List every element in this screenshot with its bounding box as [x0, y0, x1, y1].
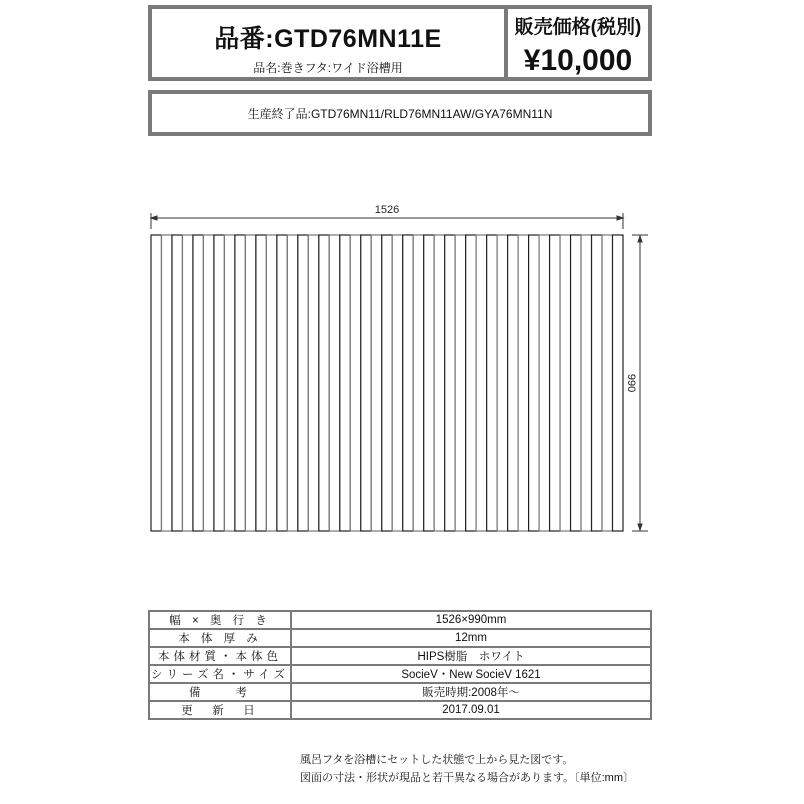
- slat: [487, 235, 497, 531]
- slat: [319, 235, 329, 531]
- spec-key: 更 新 日: [149, 701, 291, 719]
- slat: [182, 235, 192, 531]
- slat: [266, 235, 276, 531]
- slat: [571, 235, 581, 531]
- slat: [214, 235, 224, 531]
- slat: [245, 235, 255, 531]
- arrow-top: [638, 236, 642, 242]
- slat: [592, 235, 602, 531]
- spec-value: 12mm: [291, 629, 651, 647]
- spec-key: 幅 × 奥 行 き: [149, 611, 291, 629]
- spec-row: [149, 665, 651, 683]
- spec-value: 販売時期:2008年～: [291, 683, 651, 701]
- note-line-2: 図面の寸法・形状が現品と若干異なる場合があります。〔単位:mm〕: [300, 772, 635, 784]
- slat: [287, 235, 297, 531]
- slat: [560, 235, 570, 531]
- discontinued-box: [148, 90, 652, 136]
- product-name: 品名:巻きフタ:ワイド浴槽用: [253, 61, 403, 75]
- slat: [497, 235, 507, 531]
- price: ¥10,000: [523, 44, 633, 77]
- slat: [151, 235, 161, 531]
- slat: [466, 235, 476, 531]
- slat: [455, 235, 465, 531]
- spec-value: SocieV・New SocieV 1621: [291, 665, 651, 683]
- spec-value: 1526×990mm: [291, 611, 651, 629]
- spec-key: 本 体 厚 み: [149, 629, 291, 647]
- slat: [476, 235, 486, 531]
- price-label: 販売価格(税別): [514, 17, 642, 38]
- slat: [508, 235, 518, 531]
- spec-row: [149, 683, 651, 701]
- spec-row: [149, 701, 651, 719]
- slat: [403, 235, 413, 531]
- depth-label: 990: [625, 373, 637, 393]
- spec-table: [148, 610, 652, 720]
- slat: [308, 235, 318, 531]
- spec-key: 備 考: [149, 683, 291, 701]
- spec-row: [149, 611, 651, 629]
- lid-slats: [151, 235, 623, 531]
- slat: [382, 235, 392, 531]
- discontinued-text: 生産終了品:GTD76MN11/RLD76MN11AW/GYA76MN11N: [247, 106, 553, 121]
- slat: [329, 235, 339, 531]
- slat: [340, 235, 350, 531]
- slat: [602, 235, 612, 531]
- slat: [413, 235, 423, 531]
- slat: [581, 235, 591, 531]
- arrow-bottom: [638, 524, 642, 530]
- product-header: [148, 5, 652, 81]
- slat: [224, 235, 234, 531]
- slat: [445, 235, 455, 531]
- part-number: 品番:GTD76MN11E: [214, 25, 442, 53]
- slat: [161, 235, 171, 531]
- slat: [424, 235, 434, 531]
- product-info: [152, 9, 508, 77]
- spec-key: 本体材質・本体色: [149, 647, 291, 665]
- slat: [193, 235, 203, 531]
- slat: [298, 235, 308, 531]
- slat: [434, 235, 444, 531]
- spec-value: 2017.09.01: [291, 701, 651, 719]
- slat: [529, 235, 539, 531]
- arrow-left: [151, 216, 157, 220]
- spec-key: シリーズ名・サイズ: [149, 665, 291, 683]
- slat: [172, 235, 182, 531]
- spec-row: [149, 647, 651, 665]
- slat: [256, 235, 266, 531]
- arrow-right: [617, 216, 623, 220]
- slat: [613, 235, 623, 531]
- slat: [277, 235, 287, 531]
- slat: [203, 235, 213, 531]
- width-label: 1526: [374, 204, 400, 216]
- slat: [371, 235, 381, 531]
- slat: [235, 235, 245, 531]
- price-box: [508, 9, 648, 77]
- note-line-1: 風呂フタを浴槽にセットした状態で上から見た図です。: [300, 754, 574, 766]
- slat: [550, 235, 560, 531]
- spec-row: [149, 629, 651, 647]
- spec-value: HIPS樹脂 ホワイト: [291, 647, 651, 665]
- slat: [350, 235, 360, 531]
- slat: [392, 235, 402, 531]
- slat: [518, 235, 528, 531]
- slat: [361, 235, 371, 531]
- slat: [539, 235, 549, 531]
